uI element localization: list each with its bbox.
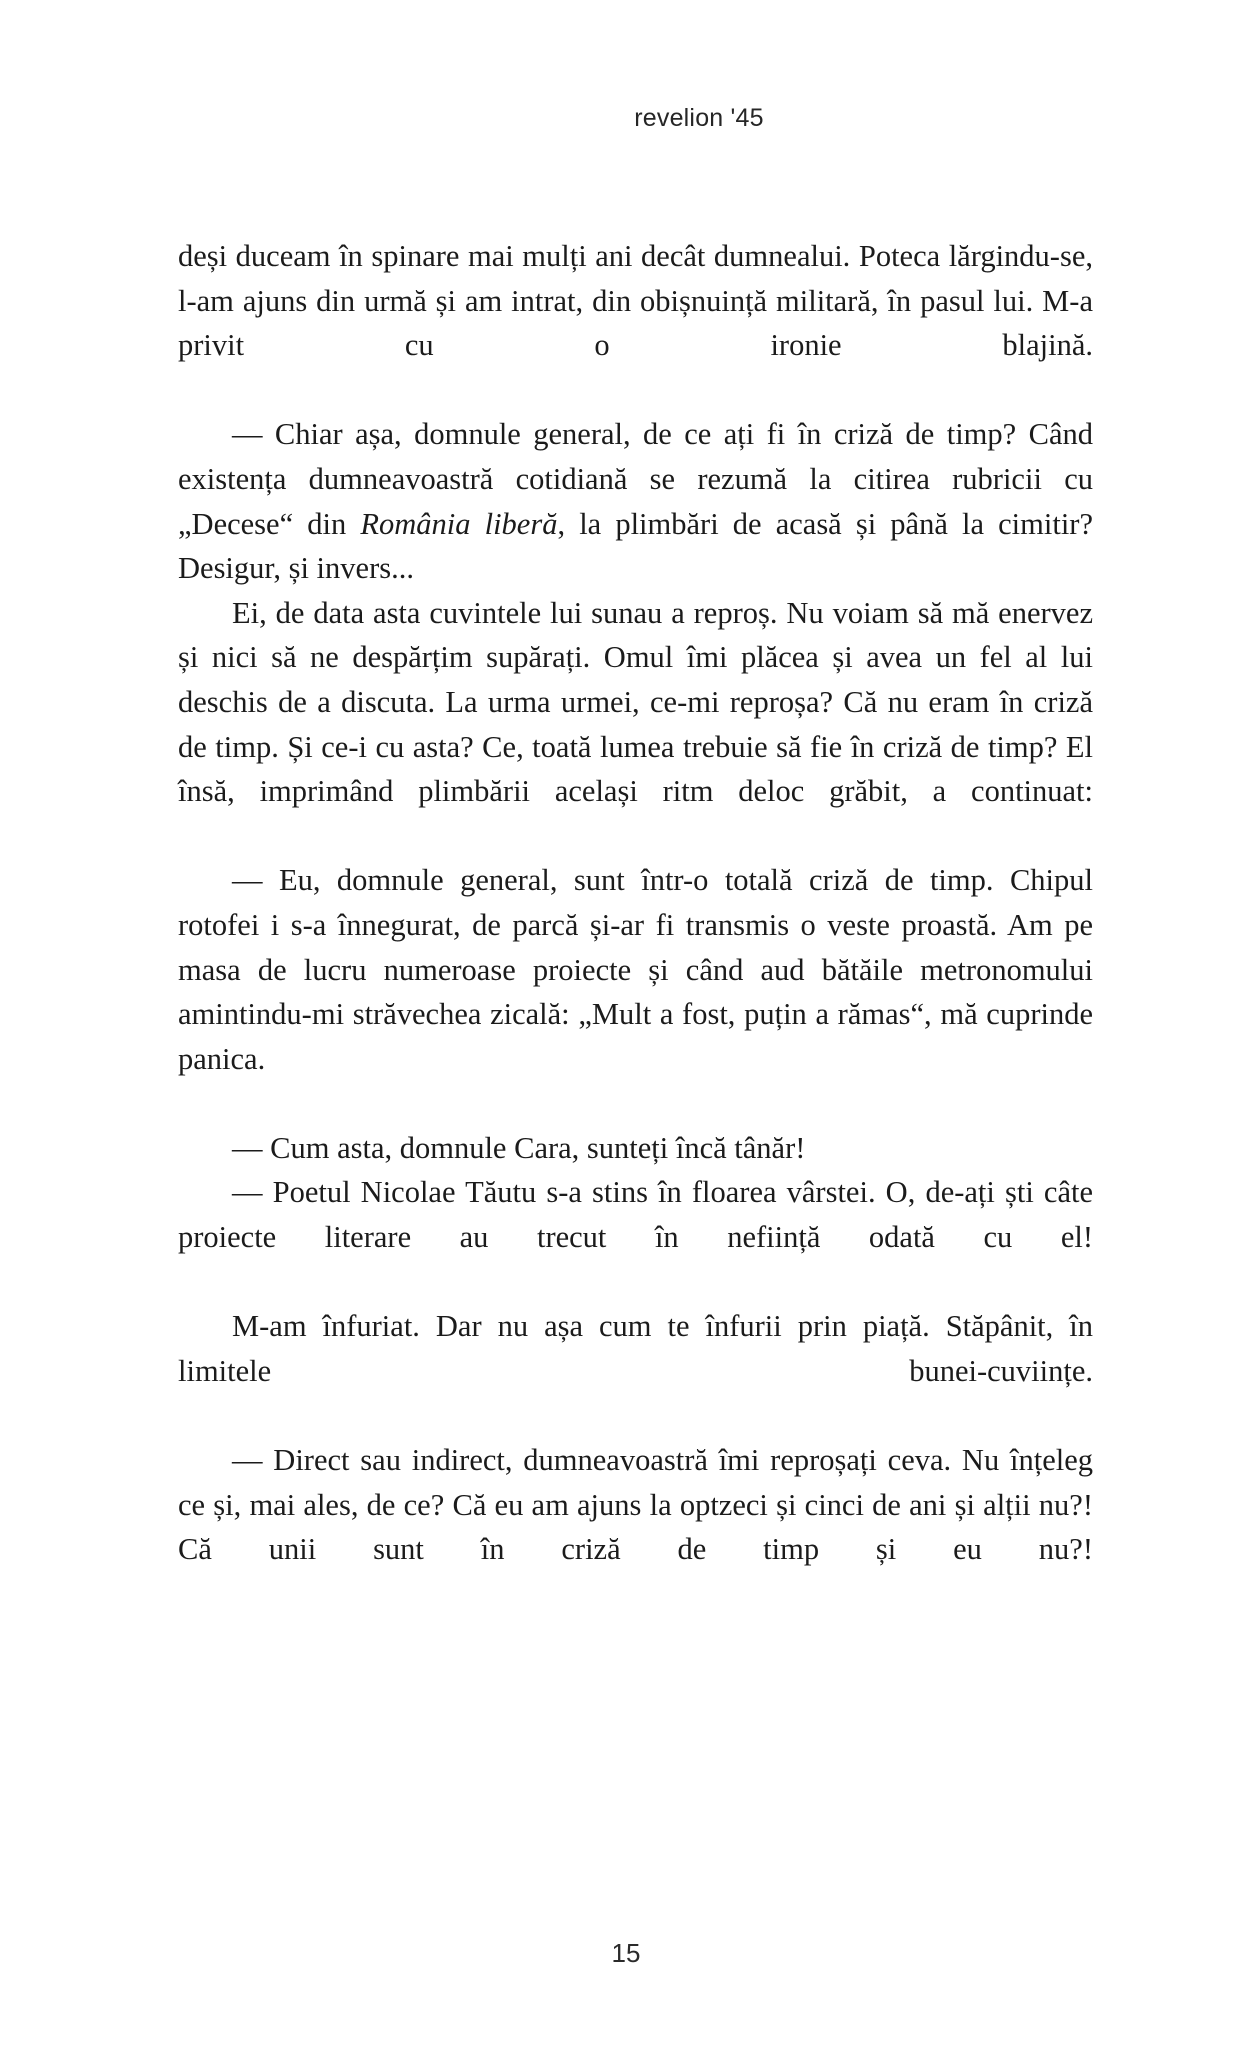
paragraph: M-am înfuriat. Dar nu așa cum te înfurii prin piață. Stăpânit, în limitele bunei-cuviințe. — [178, 1309, 1093, 1388]
paragraph-text-pre: — Chiar așa, domnule general, de ce ați fi în criză de timp? Când existența dumneavoastră cotidiană se rezumă la citirea rubricii cu „Decese“ din — [178, 417, 1093, 541]
paragraph: — Direct sau indirect, dumneavoastră îmi reproșați ceva. Nu înțeleg ce și, mai ales, de ce? Că eu am ajuns la optzeci și cinci de ani și alții nu?! Că unii sunt în criză de timp și eu nu?! — [178, 1443, 1093, 1567]
page-number: 15 — [611, 1938, 641, 1968]
paragraph: — Eu, domnule general, sunt într-o totală criză de timp. Chipul rotofei i s-a înnegurat, de parcă și-ar fi transmis o veste proastă. Am pe masa de lucru numeroase proiecte și când aud bătăile metronomului amintindu-mi străvechea zicală: „Mult a fost, puțin a rămas“, mă cuprinde panica. — [178, 863, 1093, 1076]
paragraph: — Cum asta, domnule Cara, sunteți încă tânăr! — [232, 1130, 806, 1165]
paragraph-text-post: , la plimbări de acasă și până la cimitir? Desigur, și invers... — [178, 506, 1093, 586]
paragraph: Ei, de data asta cuvintele lui sunau a reproș. Nu voiam să mă enervez și nici să ne despărțim supărați. Omul îmi plăcea și avea un fel al lui deschis de a discuta. La urma urmei, ce-mi reproșa? Că nu eram în criză de timp. Și ce-i cu asta? Ce, toată lumea trebuie să fie în criză de timp? El însă, imprimând plimbării același ritm deloc grăbit, a continuat: — [178, 595, 1093, 809]
paragraph: deși duceam în spinare mai mulți ani decât dumnealui. Poteca lărgindu-se, l-am ajuns din urmă și am intrat, din obișnuință militară, în pasul lui. M-a privit cu o ironie blajină. — [178, 239, 1093, 363]
paragraph — [178, 412, 1093, 590]
publication-title-italic: România liberă — [360, 506, 558, 541]
body-text-block — [178, 234, 1093, 1616]
paragraph: — Poetul Nicolae Tăutu s-a stins în floarea vârstei. O, de-ați ști câte proiecte literare au trecut în neființă odată cu el! — [178, 1175, 1093, 1255]
running-head: revelion '45 — [634, 104, 764, 132]
